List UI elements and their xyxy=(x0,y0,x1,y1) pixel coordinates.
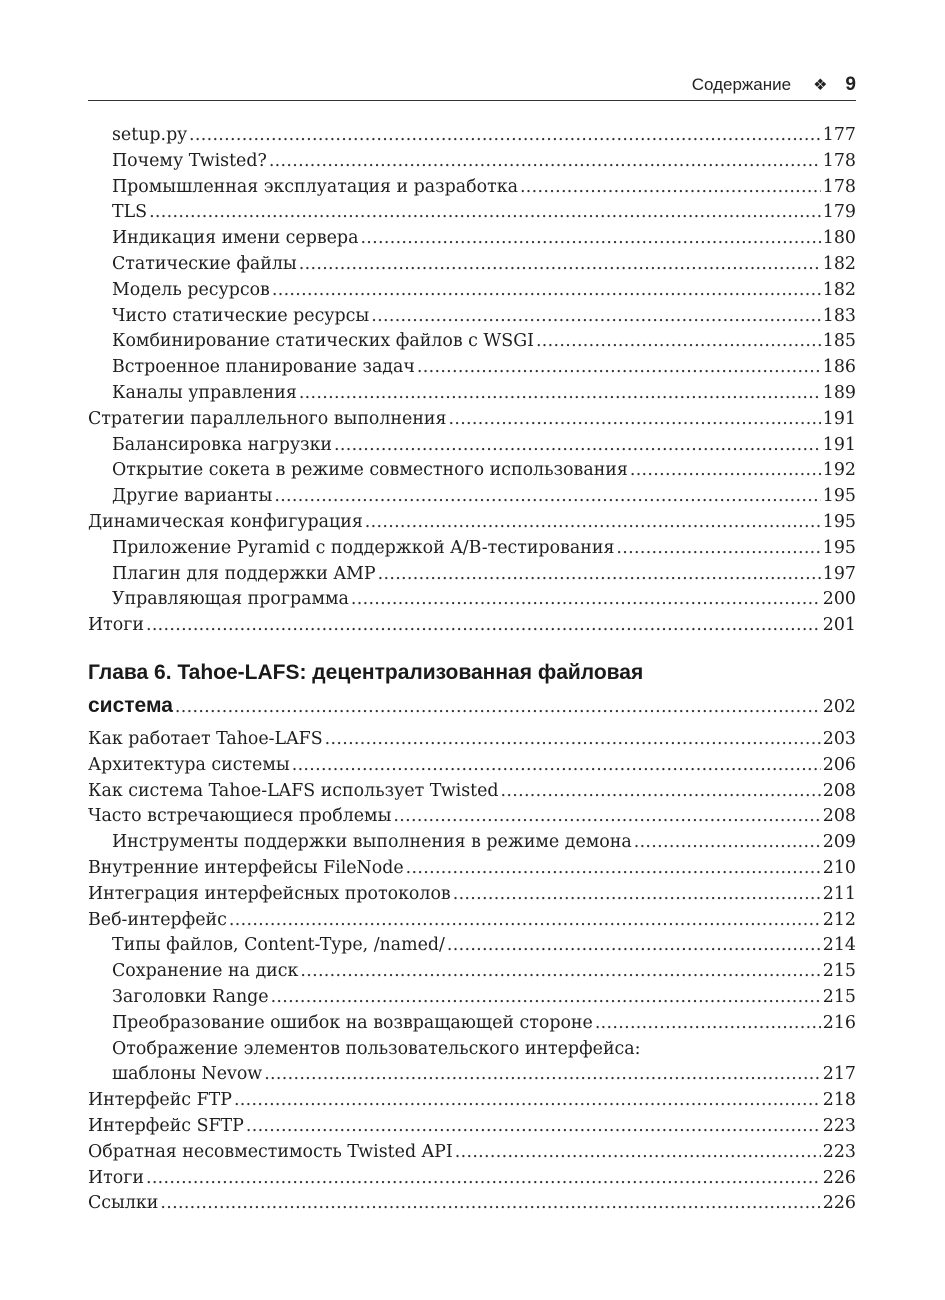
dot-leader xyxy=(300,959,820,985)
toc-entry-page: 185 xyxy=(822,331,856,352)
toc-entry-title: Внутренние интерфейсы FileNode xyxy=(88,857,404,878)
toc-entry-title: Индикация имени сервера xyxy=(112,228,359,249)
toc-entry-page: 208 xyxy=(822,780,856,801)
dot-leader xyxy=(520,175,821,201)
toc-entry-page: 177 xyxy=(822,125,856,145)
toc-entry-title: Как система Tahoe-LAFS использует Twisted xyxy=(88,780,499,801)
dot-leader xyxy=(271,985,821,1011)
toc-entry[interactable] xyxy=(88,1191,856,1217)
chapter-entry[interactable] xyxy=(88,692,856,720)
toc-entry[interactable] xyxy=(88,1037,856,1063)
dot-leader xyxy=(455,1140,821,1166)
toc-entry-title: Отображение элементов пользовательского интерфейса: xyxy=(112,1038,641,1059)
toc-entry-title: Часто встречающиеся проблемы xyxy=(88,806,392,827)
dot-leader xyxy=(453,882,821,908)
chapter-heading xyxy=(88,658,856,688)
toc-entry-page: 195 xyxy=(822,537,856,558)
dot-leader xyxy=(299,252,821,278)
toc-entry[interactable] xyxy=(88,278,856,304)
toc-entry-page: 226 xyxy=(822,1167,856,1188)
dot-leader xyxy=(406,856,821,882)
toc-entry-page: 203 xyxy=(822,729,856,749)
toc-entry[interactable] xyxy=(88,175,856,201)
toc-entry-page: 212 xyxy=(822,909,856,930)
toc-entry-title: Другие варианты xyxy=(112,486,273,507)
toc-entry-title: Балансировка нагрузки xyxy=(112,434,333,455)
dot-leader xyxy=(360,226,820,252)
toc-entry-title: Как работает Tahoe-LAFS xyxy=(88,729,323,749)
toc-entry-title: Модель ресурсов xyxy=(112,279,270,300)
page-number: 9 xyxy=(845,74,856,95)
toc-entry-page: 211 xyxy=(822,883,856,904)
toc-entry-title: Интерфейс FTP xyxy=(88,1090,232,1111)
dot-leader xyxy=(365,510,821,536)
toc-entry[interactable] xyxy=(88,536,856,562)
toc-entry[interactable] xyxy=(88,1140,856,1166)
toc-entry[interactable] xyxy=(88,985,856,1011)
dot-leader xyxy=(299,381,821,407)
toc-entry-page: 218 xyxy=(822,1090,856,1111)
toc-entry-page: 179 xyxy=(822,202,856,223)
toc-entry-page: 189 xyxy=(822,382,856,403)
dot-leader xyxy=(393,804,820,830)
toc-entry-page: 217 xyxy=(822,1064,856,1085)
toc-entry-page: 192 xyxy=(822,460,856,481)
toc-entry-title: Типы файлов, Content-Type, /named/ xyxy=(112,935,445,956)
dot-leader xyxy=(616,536,820,562)
toc-entry-page: 191 xyxy=(822,434,856,455)
toc-entry[interactable] xyxy=(88,1166,856,1192)
dot-leader xyxy=(634,830,821,856)
toc-entry-page: 201 xyxy=(822,615,856,636)
toc-entry[interactable] xyxy=(88,804,856,830)
toc-entry-title: Чисто статические ресурсы xyxy=(112,305,370,326)
toc-entry-title: Архитектура системы xyxy=(88,754,290,775)
toc-entry-title: Интерфейс SFTP xyxy=(88,1115,244,1136)
toc-entry[interactable] xyxy=(88,1062,856,1088)
toc-entry[interactable] xyxy=(88,562,856,588)
toc-entry-title: setup.py xyxy=(112,125,188,145)
toc-entry-page: 191 xyxy=(822,408,856,429)
dot-leader xyxy=(325,727,821,753)
toc-entry-page: 195 xyxy=(822,511,856,532)
toc-entry[interactable] xyxy=(88,381,856,407)
toc-entry-page: 178 xyxy=(822,150,856,171)
toc-entry[interactable] xyxy=(88,355,856,381)
dot-leader xyxy=(417,355,821,381)
toc-entry[interactable] xyxy=(88,727,856,753)
toc-entry[interactable] xyxy=(88,587,856,613)
dot-leader xyxy=(175,693,821,720)
chapter-title-line2: система xyxy=(88,694,173,717)
toc-entry-title: TLS xyxy=(112,202,148,223)
toc-entry[interactable] xyxy=(88,882,856,908)
toc-entry-page: 195 xyxy=(822,486,856,507)
dot-leader xyxy=(351,587,821,613)
toc-entry-title: Плагин для поддержки AMP xyxy=(112,563,376,584)
toc-entry[interactable] xyxy=(88,226,856,252)
toc-entry[interactable] xyxy=(88,779,856,805)
toc-entry-title: Стратегии параллельного выполнения xyxy=(88,408,447,429)
toc-entry-page: 186 xyxy=(822,357,856,378)
toc-entry-title: Обратная несовместимость Twisted API xyxy=(88,1141,453,1162)
dot-leader xyxy=(292,753,821,779)
toc-entry[interactable] xyxy=(88,252,856,278)
toc-entry[interactable] xyxy=(88,1088,856,1114)
toc-entry[interactable] xyxy=(88,613,856,639)
dot-leader xyxy=(536,329,821,355)
toc-entry-page: 226 xyxy=(822,1193,856,1214)
toc-entry-page: 208 xyxy=(822,806,856,827)
toc-entry-title: Ссылки xyxy=(88,1193,159,1214)
toc-entry[interactable] xyxy=(88,856,856,882)
toc-entry[interactable] xyxy=(88,304,856,330)
dot-leader xyxy=(146,1166,821,1192)
toc-entry-title: Преобразование ошибок на возвращающей стороне xyxy=(112,1012,593,1033)
dot-leader xyxy=(149,200,821,226)
toc-list-chapter-6 xyxy=(88,727,856,1217)
toc-entry-title: Промышленная эксплуатация и разработка xyxy=(112,176,518,197)
toc-entry-page: 178 xyxy=(822,176,856,197)
dot-leader xyxy=(264,1062,821,1088)
toc-entry-title: Итоги xyxy=(88,1167,144,1188)
dot-leader xyxy=(234,1088,821,1114)
toc-entry-page: 209 xyxy=(822,832,856,853)
toc-entry[interactable] xyxy=(88,123,856,149)
toc-entry[interactable] xyxy=(88,1011,856,1037)
dot-leader xyxy=(160,1191,820,1217)
running-header-section: Содержание xyxy=(691,75,792,94)
dot-leader xyxy=(378,562,821,588)
toc-entry-page: 180 xyxy=(822,228,856,249)
toc-entry-page: 197 xyxy=(822,563,856,584)
toc-entry[interactable] xyxy=(88,433,856,459)
toc-entry-title: Заголовки Range xyxy=(112,986,269,1007)
toc-entry[interactable] xyxy=(88,200,856,226)
dot-leader xyxy=(189,123,821,149)
toc-entry-title: Динамическая конфигурация xyxy=(88,511,363,532)
toc-entry-page: 200 xyxy=(822,589,856,610)
dot-leader xyxy=(269,149,821,175)
chapter-page-number: 202 xyxy=(822,697,856,717)
toc-entry[interactable] xyxy=(88,933,856,959)
toc-entry-page: 215 xyxy=(822,961,856,982)
toc-entry-title: Открытие сокета в режиме совместного использования xyxy=(112,460,628,481)
dot-leader xyxy=(274,484,820,510)
toc-entry-title: шаблоны Nevow xyxy=(112,1064,263,1085)
toc-entry-page: 182 xyxy=(822,253,856,274)
toc-entry-title: Каналы управления xyxy=(112,382,297,403)
toc-entry[interactable] xyxy=(88,407,856,433)
toc-entry-title: Комбинирование статических файлов с WSGI xyxy=(112,331,534,352)
dot-leader xyxy=(229,908,821,934)
toc-entry-page: 216 xyxy=(822,1012,856,1033)
toc-entry-title: Инструменты поддержки выполнения в режиме демона xyxy=(112,832,632,853)
dot-leader xyxy=(146,613,821,639)
toc-entry[interactable] xyxy=(88,908,856,934)
toc-entry[interactable] xyxy=(88,1114,856,1140)
header-rule xyxy=(88,100,856,101)
toc-entry-page: 210 xyxy=(822,857,856,878)
toc-entry[interactable] xyxy=(88,329,856,355)
toc-entry-page: 223 xyxy=(822,1141,856,1162)
toc-entry-page: 206 xyxy=(822,754,856,775)
toc-entry[interactable] xyxy=(88,830,856,856)
dot-leader xyxy=(246,1114,821,1140)
toc-entry[interactable] xyxy=(88,149,856,175)
dot-leader xyxy=(501,779,821,805)
dot-leader xyxy=(630,458,821,484)
toc-entry-title: Встроенное планирование задач xyxy=(112,357,415,378)
chapter-title-line1: Глава 6. Tahoe-LAFS: децентрализованная файловая xyxy=(88,661,644,684)
toc-entry-title: Приложение Pyramid с поддержкой A/B-тестирования xyxy=(112,537,615,558)
running-header xyxy=(88,72,856,98)
toc-entry[interactable] xyxy=(88,458,856,484)
toc-entry[interactable] xyxy=(88,959,856,985)
toc-entry-page: 183 xyxy=(822,305,856,326)
toc-entry-page: 215 xyxy=(822,986,856,1007)
dot-leader xyxy=(334,433,821,459)
toc-entry-title: Итоги xyxy=(88,615,144,636)
toc-entry-page: 223 xyxy=(822,1115,856,1136)
toc-entry[interactable] xyxy=(88,753,856,779)
toc-list-continued xyxy=(88,123,856,639)
toc-entry-title: Сохранение на диск xyxy=(112,961,299,982)
dot-leader xyxy=(272,278,821,304)
toc-entry-title: Веб-интерфейс xyxy=(88,909,227,930)
diamond-ornament-icon: ❖ xyxy=(813,77,828,94)
toc-entry-page: 182 xyxy=(822,279,856,300)
dot-leader xyxy=(371,304,821,330)
toc-entry-title: Почему Twisted? xyxy=(112,150,267,171)
dot-leader xyxy=(448,407,820,433)
toc-entry-title: Статические файлы xyxy=(112,253,297,274)
toc-entry-title: Интеграция интерфейсных протоколов xyxy=(88,883,451,904)
dot-leader xyxy=(447,933,821,959)
dot-leader xyxy=(595,1011,821,1037)
toc-entry[interactable] xyxy=(88,510,856,536)
toc-entry[interactable] xyxy=(88,484,856,510)
toc-entry-title: Управляющая программа xyxy=(112,589,349,610)
toc-entry-page: 214 xyxy=(822,935,856,956)
